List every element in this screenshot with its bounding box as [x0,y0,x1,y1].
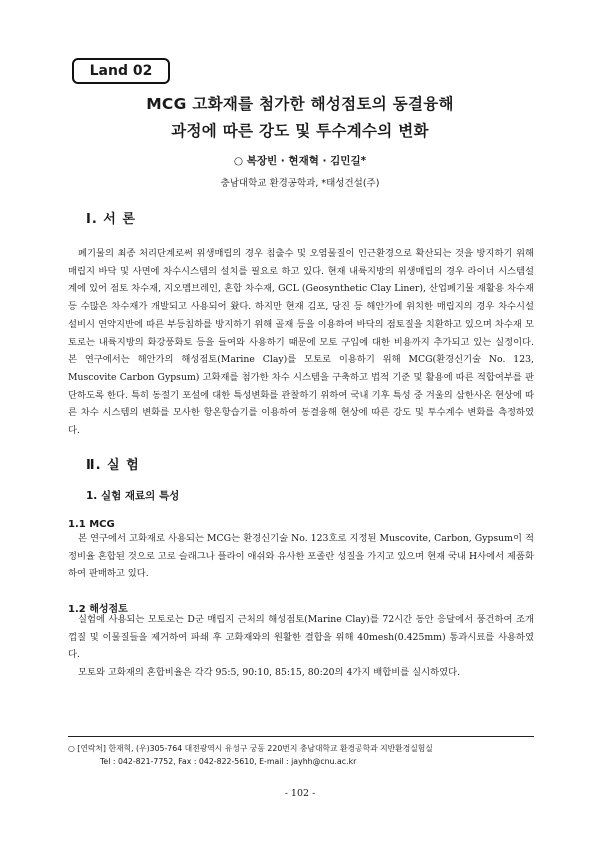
marine-clay-paragraph-1: 실험에 사용되는 모토로는 D군 매립지 근처의 해성점토(Marine Clay)를 72시간 동안 응달에서 풍건하여 조개껍질 및 이물질들을 제거하여 파쇄 후 고화재와의 원활한 결합을 위해 40mesh(0.425mm) 통과시료를 사용하였다. [68,614,534,661]
subsection-heading-materials: 1. 실험 재료의 특성 [86,490,180,502]
footnote [68,742,538,768]
footnote-contact-line: ○ [연락처] 한재혁, (우)305-764 대전광역시 유성구 궁동 220번지 충남대학교 환경공학과 지반환경실험실 [68,744,433,753]
title-line-1: MCG 고화재를 첨가한 해성점토의 동결융해 [146,95,454,113]
session-tag: Land 02 [72,58,170,84]
section-heading-intro: Ⅰ. 서 론 [86,212,136,227]
title-line-2: 과정에 따른 강도 및 투수계수의 변화 [171,122,429,140]
footnote-divider [68,736,534,737]
intro-paragraph: 폐기물의 최종 처리단계로써 위생매립의 경우 침출수 및 오염물질이 인근환경으로 확산되는 것을 방지하기 위해 매립지 바닥 및 사면에 차수시스템의 설치를 필요로 하고 있다. 현재 내륙지방의 위생매립의 경우 라이너 시스템설계에 있어 점토 차수재, 지오멤브레인, 혼합 차수재, GCL (Geosynthetic Clay Liner), 산업폐기물 재활용 차수재 등 수많은 차수재가 개발되고 사용되어 왔다. 하지만 현재 김포, 당진 등 해안가에 위치한 매립지의 경우 차수시설 설비시 연약지반에 따른 부등침하를 방지하기 위해 골재 등을 이용하여 바닥의 점토질을 치환하고 있으며 차수재 모토로는 내륙지방의 화강풍화토 등을 들여와 사용하기 때문에 모토 구입에 대한 비용까지 추가되고 있는 실정이다. 본 연구에서는 해안가의 해성점토(Marine Clay)를 모토로 이용하기 위해 MCG(환경신기술 No. 123, Muscovite Carbon Gypsum) 고화재를 첨가한 차수 시스템을 구축하고 법적 기준 및 활용에 따른 적합여부를 판단하도록 한다. 특히 동절기 포설에 대한 특성변화를 관찰하기 위하여 국내 기후 특성 중 겨울의 삼한사온 현상에 따른 차수 시스템의 변화를 모사한 항온항습기를 이용하여 동결융해 현상에 따른 강도 및 투수계수 변화를 측정하였다. [68,248,534,437]
footnote-phone-line: Tel : 042-821-7752, Fax : 042-822-5610, E-mail : jayhh@cnu.ac.kr [100,757,357,766]
subsubsection-heading-marine-clay: 1.2 해성점토 [68,604,128,615]
marine-clay-paragraph-2: 모토와 고화재의 혼합비율은 각각 95:5, 90:10, 85:15, 80:20의 4가지 배합비를 실시하였다. [78,667,461,678]
section-heading-experiment: Ⅱ. 실 험 [86,458,140,473]
mcg-paragraph: 본 연구에서 고화재로 사용되는 MCG는 환경신기술 No. 123호로 지정된 Muscovite, Carbon, Gypsum이 적정비율 혼합된 것으로 고로 슬래그나 플라이 애쉬와 유사한 포졸란 성질을 가지고 있으며 현재 국내 H사에서 제품화하여 판매하고 있다. [68,533,534,580]
page-number: - 102 - [284,788,316,799]
authors: ○ 복장빈 · 현재혁 · 김민길* [233,155,367,167]
affiliation: 충남대학교 환경공학과, *태성건설(주) [220,178,380,189]
subsubsection-heading-mcg: 1.1 MCG [68,519,115,530]
